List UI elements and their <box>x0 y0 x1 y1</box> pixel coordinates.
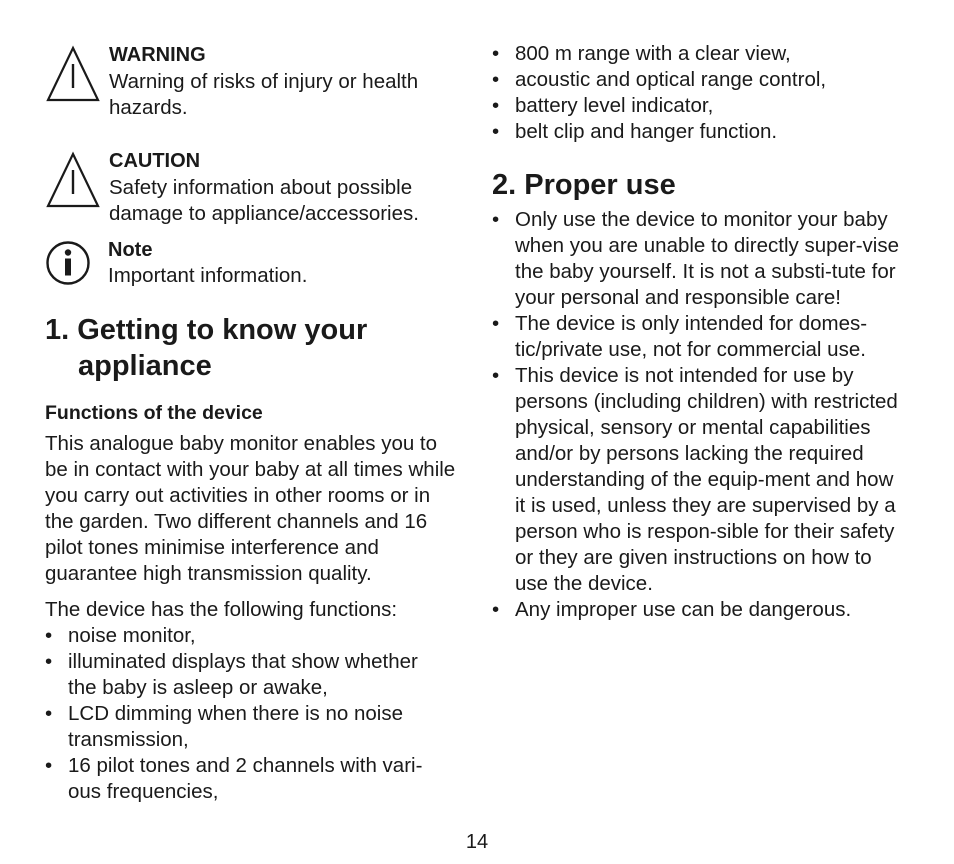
list-item: • belt clip and hanger function. <box>492 119 912 145</box>
page-number: 14 <box>465 831 489 853</box>
functions-intro: This analogue baby monitor enables you to be in contact with your baby at all times while you carry out activities in other rooms or in the garden. Two different channels and 16 pilot tones minimise interference and guarantee high transmission quality. <box>45 432 456 585</box>
note-title: Note <box>108 239 153 261</box>
list-item: • noise monitor, <box>45 623 445 649</box>
warning-triangle-icon <box>45 44 101 104</box>
warning-notice <box>45 42 465 122</box>
list-item: • Only use the device to monitor your baby when you are unable to directly super-vise the baby yourself. It is not a substi-tute for your personal and responsible care! <box>492 207 902 311</box>
section1-title-line1: 1. Getting to know your <box>45 314 368 346</box>
list-item: • 800 m range with a clear view, <box>492 41 912 67</box>
list-item: • Any improper use can be dangerous. <box>492 597 902 623</box>
list-item: • battery level indicator, <box>492 93 912 119</box>
note-notice <box>45 236 465 292</box>
list-item: • The device is only intended for domes-tic/private use, not for commercial use. <box>492 311 902 363</box>
functions-list-left <box>45 623 445 805</box>
list-item: • illuminated displays that show whether the baby is asleep or awake, <box>45 649 445 701</box>
list-item: • LCD dimming when there is no noise transmission, <box>45 701 445 753</box>
info-circle-icon <box>45 240 91 286</box>
functions-subheading: Functions of the device <box>45 402 263 424</box>
section2-title: 2. Proper use <box>492 169 676 201</box>
list-item: • 16 pilot tones and 2 channels with vari-ous frequencies, <box>45 753 445 805</box>
caution-triangle-icon <box>45 150 101 210</box>
list-item: • acoustic and optical range control, <box>492 67 912 93</box>
warning-title: WARNING <box>109 44 206 66</box>
note-text: Important information. <box>108 264 308 287</box>
functions-lead: The device has the following functions: <box>45 598 398 621</box>
section1-title-line2: appliance <box>78 350 212 382</box>
caution-text: Safety information about possible damage to appliance/accessories. <box>109 176 419 225</box>
caution-notice <box>45 148 465 228</box>
proper-use-list <box>492 207 902 623</box>
functions-list-right <box>492 41 912 145</box>
list-item: • This device is not intended for use by persons (including children) with restricted physical, sensory or mental capabilities and/or by persons lacking the required understanding of the equip-ment and how it is used, unless they are supervised by a person who is respon-sible for their safety or they are given instructions on how to use the device. <box>492 363 902 597</box>
caution-title: CAUTION <box>109 150 201 172</box>
warning-text: Warning of risks of injury or health hazards. <box>109 70 419 119</box>
